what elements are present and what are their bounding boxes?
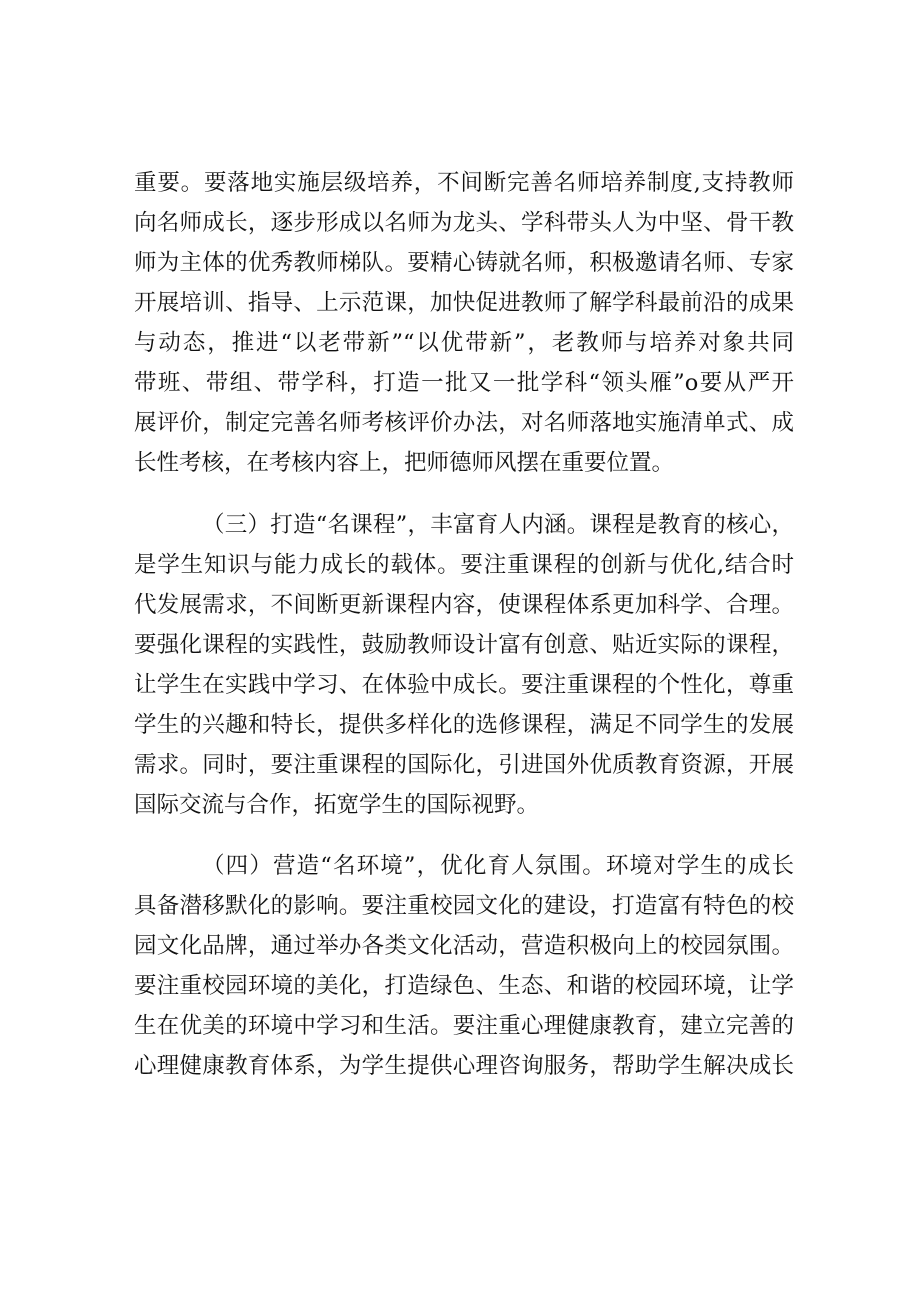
text-line: 开展培训、指导、上示范课，加快促进教师了解学科最前沿的成果 xyxy=(134,290,794,316)
text-line: 学生的兴趣和特长，提供多样化的选修课程，满足不同学生的发展 xyxy=(134,712,794,738)
text-line: 与动态，推进“以老带新”“以优带新”，老教师与培养对象共同 xyxy=(134,330,794,356)
text-line: 国际交流与合作，拓宽学生的国际视野。 xyxy=(134,792,540,818)
text-line: 重要。要落地实施层级培养，不间断完善名师培养制度,支持教师 xyxy=(134,170,794,196)
paragraph-2 xyxy=(134,505,794,825)
text-line: 带班、带组、带学科，打造一批又一批学科“领头雁”o要从严开 xyxy=(134,370,794,396)
text-line: 向名师成长，逐步形成以名师为龙头、学科带头人为中坚、骨干教 xyxy=(134,210,794,236)
text-line: 具备潜移默化的影响。要注重校园文化的建设，打造富有特色的校 xyxy=(134,893,794,919)
section-heading-line: （四）营造“名环境”，优化育人氛围。环境对学生的成长 xyxy=(202,853,794,879)
text-line: 长性考核，在考核内容上，把师德师风摆在重要位置。 xyxy=(134,450,675,476)
text-line: 要注重校园环境的美化，打造绿色、生态、和谐的校园环境，让学 xyxy=(134,973,794,999)
text-line: 展评价，制定完善名师考核评价办法，对名师落地实施清单式、成 xyxy=(134,410,794,436)
text-line: 园文化品牌，通过举办各类文化活动，营造积极向上的校园氛围。 xyxy=(134,933,794,959)
paragraph-1 xyxy=(134,163,794,483)
text-line: 生在优美的环境中学习和生活。要注重心理健康教育，建立完善的 xyxy=(134,1013,794,1039)
paragraph-3 xyxy=(134,846,794,1086)
section-heading-line: （三）打造“名课程”，丰富育人内涵。课程是教育的核心， xyxy=(202,512,794,538)
text-line: 心理健康教育体系，为学生提供心理咨询服务，帮助学生解决成长 xyxy=(134,1053,794,1079)
text-line: 需求。同时，要注重课程的国际化，引进国外优质教育资源，开展 xyxy=(134,752,794,778)
text-line: 让学生在实践中学习、在体验中成长。要注重课程的个性化，尊重 xyxy=(134,672,794,698)
text-line: 代发展需求，不间断更新课程内容，使课程体系更加科学、合理。 xyxy=(134,592,794,618)
text-line: 是学生知识与能力成长的载体。要注重课程的创新与优化,结合时 xyxy=(134,552,794,578)
text-line: 师为主体的优秀教师梯队。要精心铸就名师，积极邀请名师、专家 xyxy=(134,250,794,276)
text-line: 要强化课程的实践性，鼓励教师设计富有创意、贴近实际的课程， xyxy=(134,632,794,658)
